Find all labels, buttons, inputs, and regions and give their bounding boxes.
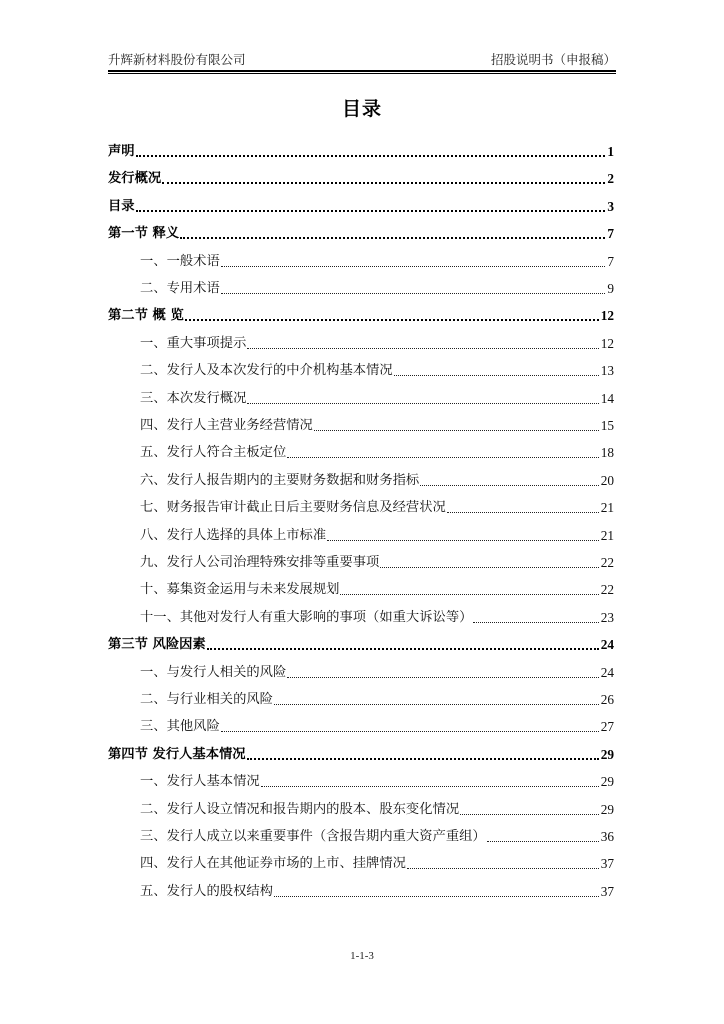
toc-section-entry[interactable] (108, 302, 614, 324)
toc-entry-label: 发行概况 (108, 171, 162, 187)
toc-subsection-entry[interactable] (108, 850, 614, 872)
toc-entry-label: 四、发行人主营业务经营情况 (140, 418, 313, 433)
toc-dot-leader (162, 182, 605, 184)
toc-subsection-entry[interactable] (108, 878, 614, 900)
toc-entry-page-number: 15 (600, 418, 614, 433)
toc-dot-leader (340, 594, 598, 595)
toc-entry-label: 三、发行人成立以来重要事件（含报告期内重大资产重组） (140, 829, 486, 844)
toc-entry-label: 三、本次发行概况 (140, 390, 247, 406)
header-company-name: 升辉新材料股份有限公司 (108, 52, 246, 67)
toc-entry-label: 五、发行人符合主板定位 (140, 445, 287, 461)
header-document-type: 招股说明书（申报稿） (490, 52, 616, 67)
toc-entry-label: 声明 (108, 144, 135, 159)
toc-dot-leader (247, 348, 598, 349)
toc-dot-leader (460, 814, 599, 815)
toc-entry-page-number: 14 (600, 390, 614, 406)
toc-subsection-entry[interactable] (108, 686, 614, 708)
toc-dot-leader (487, 841, 599, 842)
toc-dot-leader (207, 648, 599, 650)
toc-entry-page-number: 22 (600, 555, 614, 570)
toc-subsection-entry[interactable] (108, 604, 614, 626)
toc-dot-leader (314, 430, 599, 431)
toc-dot-leader (136, 155, 606, 157)
toc-entry-page-number: 27 (600, 719, 614, 735)
page-header (108, 48, 616, 68)
toc-subsection-entry[interactable] (108, 549, 614, 571)
toc-entry-label: 二、发行人设立情况和报告期内的股本、股东变化情况 (140, 801, 460, 817)
toc-dot-leader (394, 375, 599, 376)
header-rule-thick (108, 70, 616, 72)
toc-entry-label: 十、募集资金运用与未来发展规划 (140, 582, 340, 598)
toc-entry-page-number: 2 (607, 171, 614, 187)
toc-section-entry[interactable] (108, 631, 614, 653)
toc-dot-leader (185, 319, 599, 321)
toc-entry-label: 一、与发行人相关的风险 (140, 664, 287, 680)
toc-entry-page-number: 24 (600, 637, 614, 653)
toc-entry-page-number: 24 (600, 664, 614, 680)
toc-entry-label: 十一、其他对发行人有重大影响的事项（如重大诉讼等） (140, 609, 473, 625)
toc-section-entry[interactable] (108, 138, 614, 160)
toc-dot-leader (247, 403, 598, 404)
toc-entry-page-number: 7 (607, 253, 614, 269)
toc-dot-leader (180, 237, 605, 239)
page-number: 1-1-3 (350, 950, 374, 962)
toc-entry-label: 第二节 概 览 (108, 308, 184, 324)
toc-entry-label: 一、重大事项提示 (140, 335, 247, 351)
toc-entry-label: 第四节 发行人基本情况 (108, 746, 246, 762)
toc-dot-leader (420, 485, 598, 486)
toc-subsection-entry[interactable] (108, 796, 614, 818)
toc-entry-page-number: 7 (607, 226, 614, 242)
toc-subsection-entry[interactable] (108, 576, 614, 598)
toc-entry-label: 二、专用术语 (140, 281, 220, 296)
toc-entry-label: 一、一般术语 (140, 253, 220, 269)
toc-entry-page-number: 37 (600, 883, 614, 899)
toc-section-entry[interactable] (108, 193, 614, 215)
toc-entry-page-number: 13 (600, 363, 614, 379)
toc-entry-page-number: 37 (600, 856, 614, 872)
toc-entry-page-number: 12 (600, 308, 614, 324)
toc-subsection-entry[interactable] (108, 768, 614, 790)
toc-subsection-entry[interactable] (108, 439, 614, 461)
toc-entry-page-number: 22 (600, 582, 614, 598)
toc-entry-page-number: 21 (600, 527, 614, 543)
toc-entry-label: 二、与行业相关的风险 (140, 692, 273, 707)
toc-dot-leader (274, 896, 599, 897)
toc-subsection-entry[interactable] (108, 522, 614, 544)
toc-entry-label: 六、发行人报告期内的主要财务数据和财务指标 (140, 472, 420, 488)
toc-entry-page-number: 29 (600, 746, 614, 762)
toc-dot-leader (287, 677, 598, 678)
toc-entry-page-number: 26 (600, 692, 614, 707)
toc-entry-page-number: 29 (600, 801, 614, 817)
toc-entry-label: 目录 (108, 198, 135, 214)
toc-dot-leader (221, 293, 606, 294)
toc-entry-label: 四、发行人在其他证券市场的上市、挂牌情况 (140, 856, 406, 872)
toc-entry-page-number: 20 (600, 472, 614, 488)
toc-subsection-entry[interactable] (108, 357, 614, 379)
toc-dot-leader (274, 704, 599, 705)
toc-subsection-entry[interactable] (108, 494, 614, 516)
toc-dot-leader (136, 210, 606, 212)
toc-section-entry[interactable] (108, 220, 614, 242)
toc-entry-label: 三、其他风险 (140, 719, 220, 735)
toc-subsection-entry[interactable] (108, 330, 614, 352)
toc-dot-leader (221, 266, 606, 267)
toc-subsection-entry[interactable] (108, 385, 614, 407)
toc-dot-leader (247, 758, 599, 760)
toc-entry-label: 八、发行人选择的具体上市标准 (140, 527, 327, 543)
toc-entry-page-number: 23 (600, 609, 614, 625)
toc-entry-page-number: 21 (600, 500, 614, 516)
toc-entry-page-number: 3 (607, 198, 614, 214)
toc-dot-leader (287, 457, 598, 458)
toc-dot-leader (473, 622, 598, 623)
toc-entry-page-number: 36 (600, 829, 614, 844)
toc-subsection-entry[interactable] (108, 823, 614, 845)
toc-entry-page-number: 29 (600, 774, 614, 790)
toc-entry-page-number: 9 (607, 281, 614, 296)
toc-dot-leader (407, 868, 599, 869)
toc-entry-label: 第三节 风险因素 (108, 637, 206, 653)
toc-entry-page-number: 18 (600, 445, 614, 461)
toc-entry-page-number: 1 (607, 144, 614, 159)
toc-subsection-entry[interactable] (108, 412, 614, 434)
toc-entry-label: 一、发行人基本情况 (140, 774, 260, 790)
toc-dot-leader (447, 512, 599, 513)
toc-entry-label: 第一节 释义 (108, 226, 180, 242)
toc-entry-label: 二、发行人及本次发行的中介机构基本情况 (140, 363, 393, 379)
toc-entry-page-number: 12 (600, 335, 614, 351)
toc-subsection-entry[interactable] (108, 248, 614, 270)
page-title: 目录 (341, 98, 382, 120)
toc-entry-label: 九、发行人公司治理特殊安排等重要事项 (140, 555, 380, 570)
toc-entry-label: 七、财务报告审计截止日后主要财务信息及经营状况 (140, 500, 446, 516)
toc-dot-leader (327, 540, 599, 541)
toc-dot-leader (221, 731, 599, 732)
toc-subsection-entry[interactable] (108, 275, 614, 297)
toc-subsection-entry[interactable] (108, 713, 614, 735)
toc-entry-label: 五、发行人的股权结构 (140, 883, 273, 899)
toc-subsection-entry[interactable] (108, 659, 614, 681)
toc-subsection-entry[interactable] (108, 467, 614, 489)
toc-dot-leader (261, 786, 599, 787)
toc-dot-leader (380, 567, 598, 568)
toc-section-entry[interactable] (108, 165, 614, 187)
header-rule-thin (108, 73, 616, 74)
toc-section-entry[interactable] (108, 741, 614, 763)
